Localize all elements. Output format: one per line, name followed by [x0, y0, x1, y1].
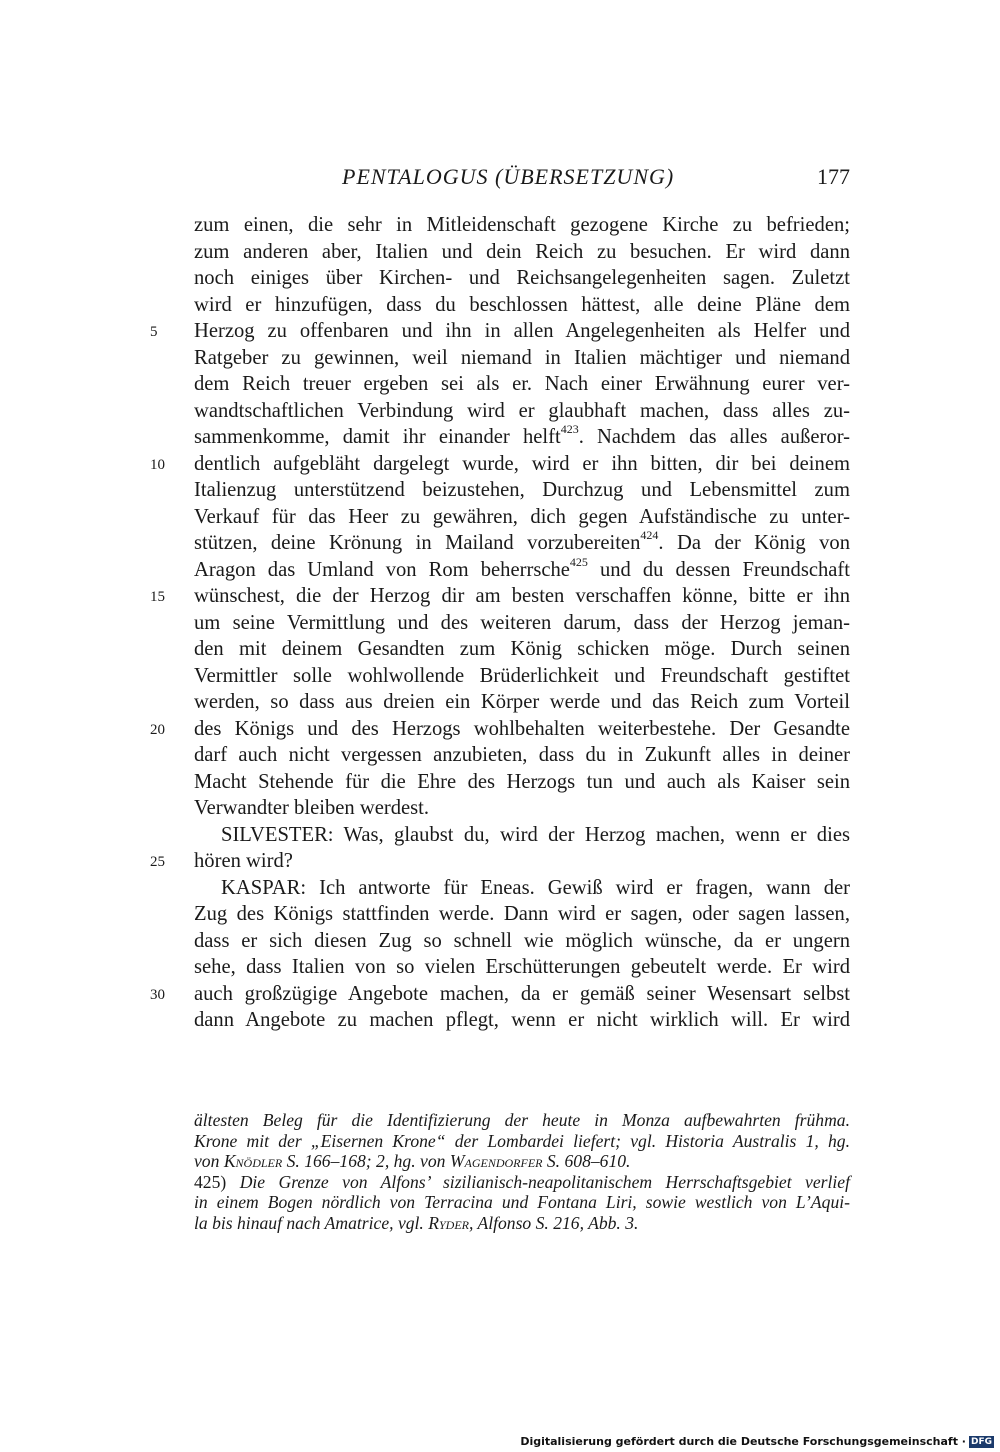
footnote-text: S. 166–168; 2, hg. von: [282, 1151, 450, 1171]
main-text: [150, 212, 850, 1034]
line-text: hören wird?: [194, 850, 293, 872]
line-text: wird er hinzufügen, dass du beschlossen hättest, alle deine Pläne dem: [194, 293, 850, 316]
page-number: 177: [817, 164, 850, 189]
text-line: [194, 954, 850, 981]
text-line: [150, 981, 850, 1008]
text-line: [194, 610, 850, 637]
footnote-number: 425): [194, 1171, 227, 1192]
line-text: und du dessen Freundschaft: [587, 558, 850, 581]
author-name: Ryder: [428, 1212, 469, 1233]
running-title: PENTALOGUS (ÜBERSETZUNG): [342, 164, 675, 189]
text-line: [194, 769, 850, 796]
line-text: werden, so dass aus dreien ein Körper werde und das Reich zum Vorteil: [194, 691, 850, 713]
line-text: sammenkomme, damit ihr einander helft: [194, 426, 561, 448]
text-line: [150, 848, 850, 875]
footnote-marker: 423: [560, 422, 579, 437]
line-text: den mit deinem Gesandten zum König schicken möge. Durch seinen: [194, 638, 850, 660]
text-line: [194, 636, 850, 663]
footnote-marker: 425: [569, 554, 588, 569]
line-text: auch großzügige Angebote machen, da er gemäß seiner Wesensart selbst: [194, 982, 850, 1005]
line-number: 25: [150, 854, 165, 870]
footnote-text: von: [194, 1151, 224, 1171]
line-text: wünschest, die der Herzog dir am besten verschaffen könne, bitte er ihn: [194, 585, 850, 607]
footnote-line: [194, 1131, 850, 1152]
line-text: darf auch nicht vergessen anzubieten, dass du in Zukunft alles in deiner: [194, 744, 850, 766]
footnote-text: ältesten Beleg für die Identifizierung der heute in Monza aufbewahrten frühma.: [194, 1110, 850, 1130]
line-number: 20: [150, 721, 165, 738]
line-text: SILVESTER: Was, glaubst du, wird der Herzog machen, wenn er dies: [221, 823, 850, 846]
line-text: Vermittler solle wohlwollende Brüderlichkeit und Freundschaft gestiftet: [194, 664, 850, 687]
text-line: [194, 875, 850, 902]
text-line: [150, 318, 850, 345]
dfg-logo: DFG: [970, 1436, 992, 1447]
text-line: [194, 928, 850, 955]
author-name: Knödler: [223, 1151, 283, 1171]
line-text: Aragon das Umland von Rom beherrsche: [194, 558, 570, 581]
footer-text: Digitalisierung gefördert durch die Deutsche Forschungsgemeinschaft ·: [520, 1435, 966, 1448]
line-text: Ratgeber zu gewinnen, weil niemand in Italien mächtiger und niemand: [194, 346, 850, 369]
text-line: [194, 292, 850, 319]
text-line: [194, 477, 850, 504]
line-text: . Nachdem das alles außeror-: [578, 426, 850, 448]
text-line: [194, 689, 850, 716]
text-line: [194, 265, 850, 292]
text-line: [150, 451, 850, 478]
line-number: 5: [150, 324, 158, 340]
line-text: dentlich aufgebläht dargelegt wurde, wird er ihn bitten, dir bei deinem: [194, 452, 850, 475]
line-text: dass er sich diesen Zug so schnell wie möglich wünsche, da er ungern: [194, 929, 850, 952]
line-number: 10: [150, 456, 165, 473]
text-line: [150, 716, 850, 743]
footnote-line: [194, 1192, 850, 1213]
text-line: [194, 822, 850, 849]
text-line: [194, 504, 850, 531]
footnote-text: , Alfonso S. 216, Abb. 3.: [468, 1212, 639, 1233]
text-line: [194, 212, 850, 239]
line-number: 30: [150, 986, 165, 1003]
footnote-text: Die Grenze von Alfons’ sizilianisch-neapolitanischem Herrschaftsgebiet verlief: [226, 1171, 850, 1192]
footnote-text: S. 608–610.: [542, 1151, 631, 1171]
text-line: [194, 742, 850, 769]
text-line: [194, 371, 850, 398]
footnote-line: [194, 1151, 850, 1172]
line-text: Italienzug unterstützend beizustehen, Durchzug und Lebensmittel zum: [194, 479, 850, 501]
digitization-footer: [520, 1435, 994, 1448]
line-text: KASPAR: Ich antworte für Eneas. Gewiß wird er fragen, wann der: [221, 876, 850, 899]
line-text: Macht Stehende für die Ehre des Herzogs tun und auch als Kaiser sein: [194, 770, 850, 793]
footnote-line: [194, 1172, 850, 1193]
line-text: dann Angebote zu machen pflegt, wenn er nicht wirklich will. Er wird: [194, 1009, 850, 1031]
footnote-text: in einem Bogen nördlich von Terracina und Fontana Liri, sowie westlich von L’Aqui-: [194, 1192, 850, 1212]
text-line: [150, 583, 850, 610]
line-text: sehe, dass Italien von so vielen Erschütterungen gebeutelt werde. Er wird: [194, 956, 850, 978]
text-line: [194, 901, 850, 928]
footnote-line: [194, 1110, 850, 1131]
text-line: [194, 398, 850, 425]
text-line: [194, 1007, 850, 1034]
author-name: Wagendorfer: [449, 1151, 543, 1171]
line-text: dem Reich treuer ergeben sei als er. Nach einer Erwähnung eurer ver-: [194, 373, 850, 395]
footnote-line: [194, 1213, 850, 1234]
text-line: [194, 554, 850, 584]
line-text: Verwandter bleiben werdest.: [194, 797, 430, 819]
text-line: [194, 530, 850, 557]
text-line: [194, 663, 850, 690]
line-text: stützen, deine Krönung in Mailand vorzubereiten: [194, 532, 641, 554]
line-text: zum einen, die sehr in Mitleidenschaft gezogene Kirche zu befrieden;: [194, 214, 850, 236]
line-text: zum anderen aber, Italien und dein Reich zu besuchen. Er wird dann: [194, 240, 850, 263]
line-text: . Da der König von: [658, 532, 850, 554]
line-text: Verkauf für das Heer zu gewähren, dich gegen Aufständische zu unter-: [194, 505, 850, 528]
footnote-text: Krone mit der „Eisernen Krone“ der Lombardei liefert; vgl. Historia Australis 1, hg.: [194, 1130, 850, 1151]
text-line: [194, 795, 850, 822]
footnote-marker: 424: [640, 528, 659, 543]
line-text: des Königs und des Herzogs wohlbehalten weiterbestehe. Der Gesandte: [194, 717, 850, 740]
line-text: wandtschaftlichen Verbindung wird er glaubhaft machen, dass alles zu-: [194, 399, 850, 422]
text-line: [194, 424, 850, 451]
text-line: [194, 239, 850, 266]
line-text: noch einiges über Kirchen- und Reichsangelegenheiten sagen. Zuletzt: [194, 267, 850, 289]
line-text: Herzog zu offenbaren und ihn in allen Angelegenheiten als Helfer und: [194, 320, 850, 342]
line-text: Zug des Königs stattfinden werde. Dann wird er sagen, oder sagen lassen,: [194, 903, 850, 925]
line-number: 15: [150, 589, 165, 605]
line-text: um seine Vermittlung und des weiteren darum, dass der Herzog jeman-: [194, 611, 850, 634]
running-header: [194, 164, 850, 194]
footnotes: [194, 1110, 850, 1233]
footnote-text: la bis hinauf nach Amatrice, vgl.: [194, 1212, 429, 1233]
text-line: [194, 345, 850, 372]
